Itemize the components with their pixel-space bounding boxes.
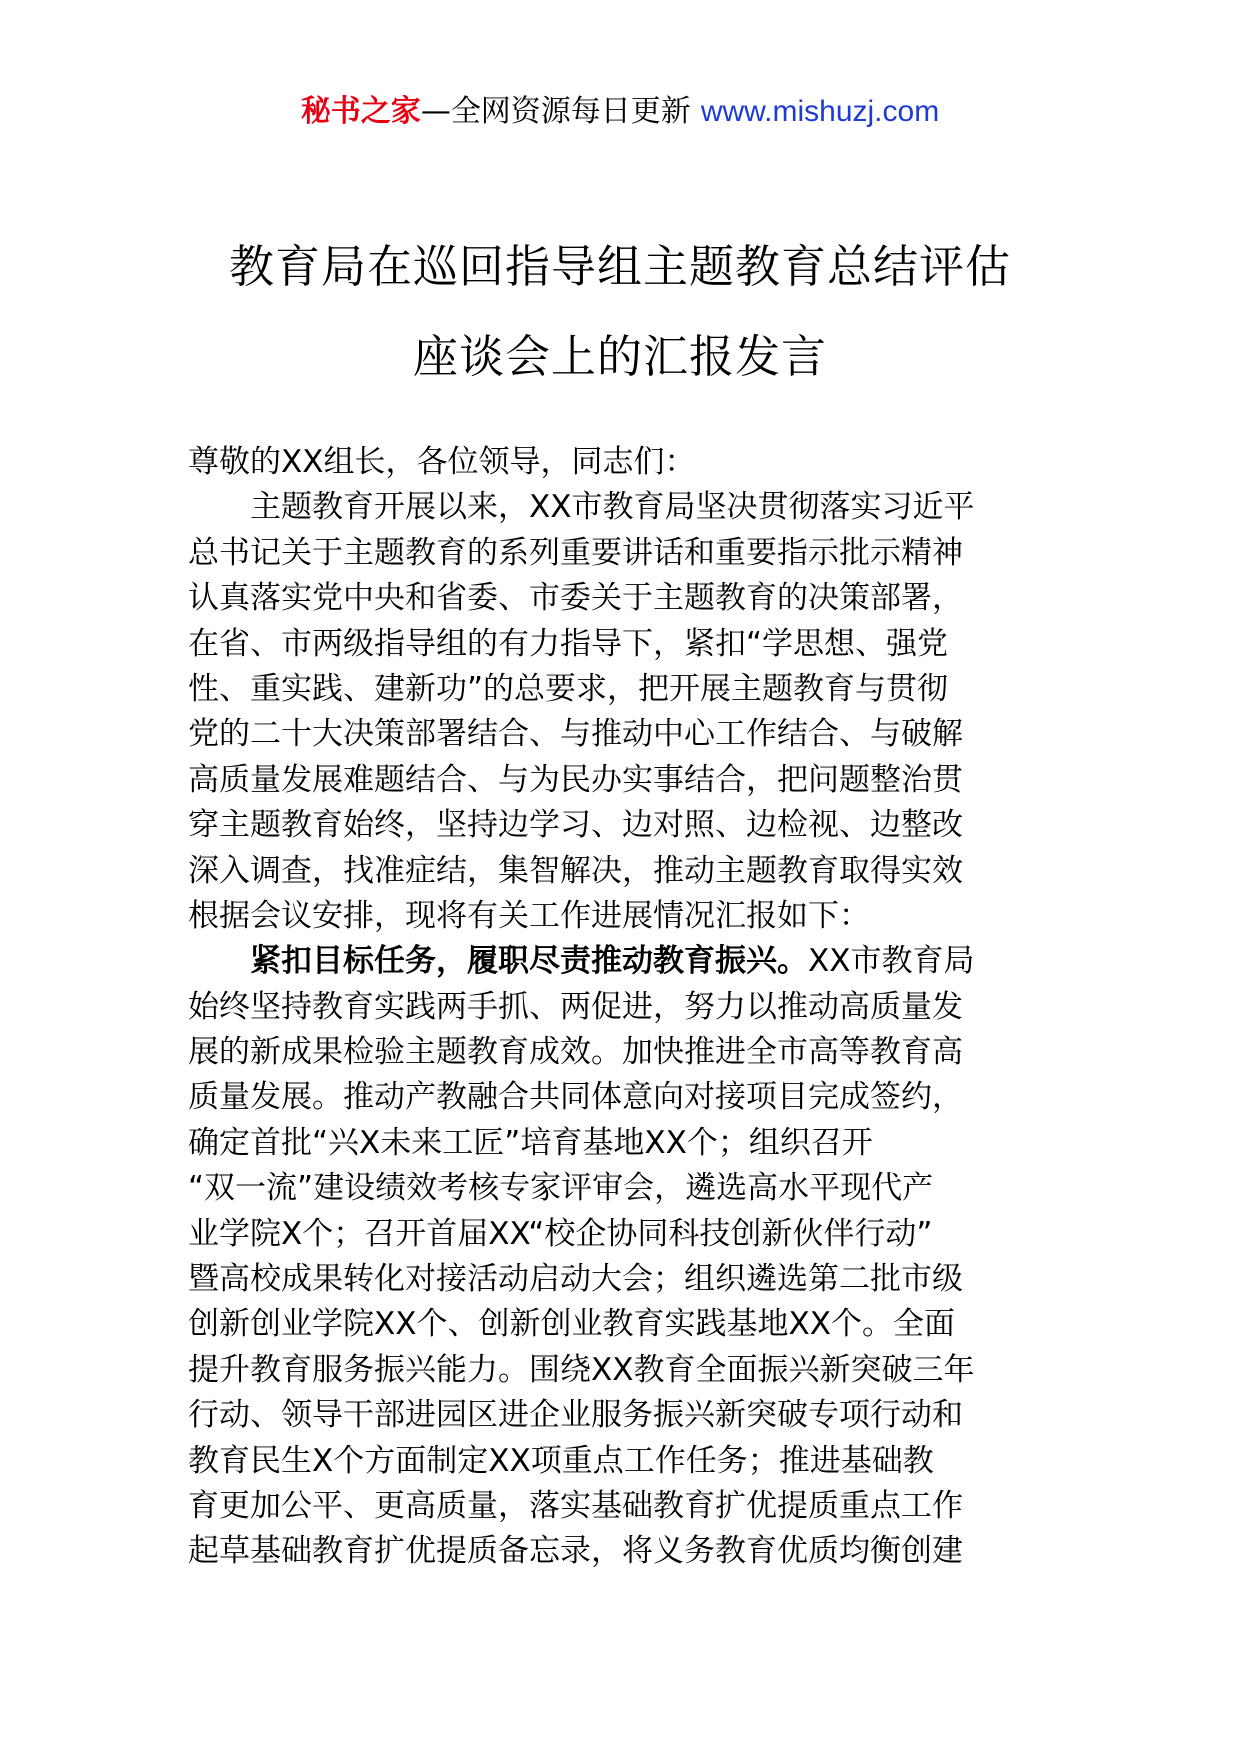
- section-heading-line: [188, 939, 1058, 984]
- paragraph-line: 展的新成果检验主题教育成效。加快推进全市高等教育高: [188, 1034, 963, 1071]
- paragraph-line: 性、重实践、建新功”的总要求，把开展主题教育与贯彻: [188, 670, 949, 707]
- paragraph-line: 总书记关于主题教育的系列重要讲话和重要指示批示精神: [188, 534, 963, 571]
- paragraph-line: 党的二十大决策部署结合、与推动中心工作结合、与破解: [188, 716, 963, 753]
- paragraph-line: 主题教育开展以来，XX市教育局坚决贯彻落实习近平: [250, 489, 975, 526]
- document-body: [188, 440, 1058, 1575]
- title-line-2: 座谈会上的汇报发言: [412, 330, 827, 383]
- section-lead-text: XX市教育局: [808, 943, 975, 980]
- paragraph-line: 始终坚持教育实践两手抓、两促进，努力以推动高质量发: [188, 988, 963, 1025]
- paragraph-line: 暨高校成果转化对接活动启动大会；组织遴选第二批市级: [188, 1261, 963, 1298]
- paragraph-line: 教育民生X个方面制定XX项重点工作任务；推进基础教: [188, 1442, 934, 1479]
- paragraph-line: 提升教育服务振兴能力。围绕XX教育全面振兴新突破三年: [188, 1351, 975, 1388]
- site-header: [0, 92, 1240, 132]
- header-tagline: —全网资源每日更新: [420, 94, 691, 129]
- title-line-1: 教育局在巡回指导组主题教育总结评估: [228, 240, 1011, 293]
- paragraph-line: 确定首批“兴X未来工匠”培育基地XX个；组织召开: [188, 1124, 873, 1161]
- document-title: [0, 222, 1240, 402]
- paragraph-line: 质量发展。推动产教融合共同体意向对接项目完成签约，: [188, 1079, 963, 1116]
- site-url-link[interactable]: www.mishuzj.com: [700, 95, 940, 128]
- paragraph-line: “双一流”建设绩效考核专家评审会，遴选高水平现代产: [188, 1170, 934, 1207]
- brand-name: 秘书之家: [300, 94, 421, 129]
- paragraph-line: 在省、市两级指导组的有力指导下，紧扣“学思想、强党: [188, 625, 949, 662]
- paragraph-line: 起草基础教育扩优提质备忘录，将义务教育优质均衡创建: [188, 1533, 963, 1570]
- paragraph-line: 业学院X个；召开首届XX“校企协同科技创新伙伴行动”: [188, 1215, 933, 1252]
- paragraph-line: 高质量发展难题结合、与为民办实事结合，把问题整治贯: [188, 761, 963, 798]
- paragraph-line: 根据会议安排，现将有关工作进展情况汇报如下：: [188, 897, 870, 934]
- salutation: 尊敬的XX组长，各位领导，同志们：: [188, 444, 696, 480]
- paragraph-line: 认真落实党中央和省委、市委关于主题教育的决策部署，: [188, 580, 963, 617]
- paragraph-line: 穿主题教育始终，坚持边学习、边对照、边检视、边整改: [188, 807, 963, 844]
- section-heading: 紧扣目标任务，履职尽责推动教育振兴。: [250, 943, 808, 980]
- paragraph-line: 创新创业学院XX个、创新创业教育实践基地XX个。全面: [188, 1306, 955, 1343]
- paragraph-line: 深入调查，找准症结，集智解决，推动主题教育取得实效: [188, 852, 963, 889]
- paragraph-line: 育更加公平、更高质量，落实基础教育扩优提质重点工作: [188, 1487, 963, 1524]
- paragraph-line: 行动、领导干部进园区进企业服务振兴新突破专项行动和: [188, 1397, 963, 1434]
